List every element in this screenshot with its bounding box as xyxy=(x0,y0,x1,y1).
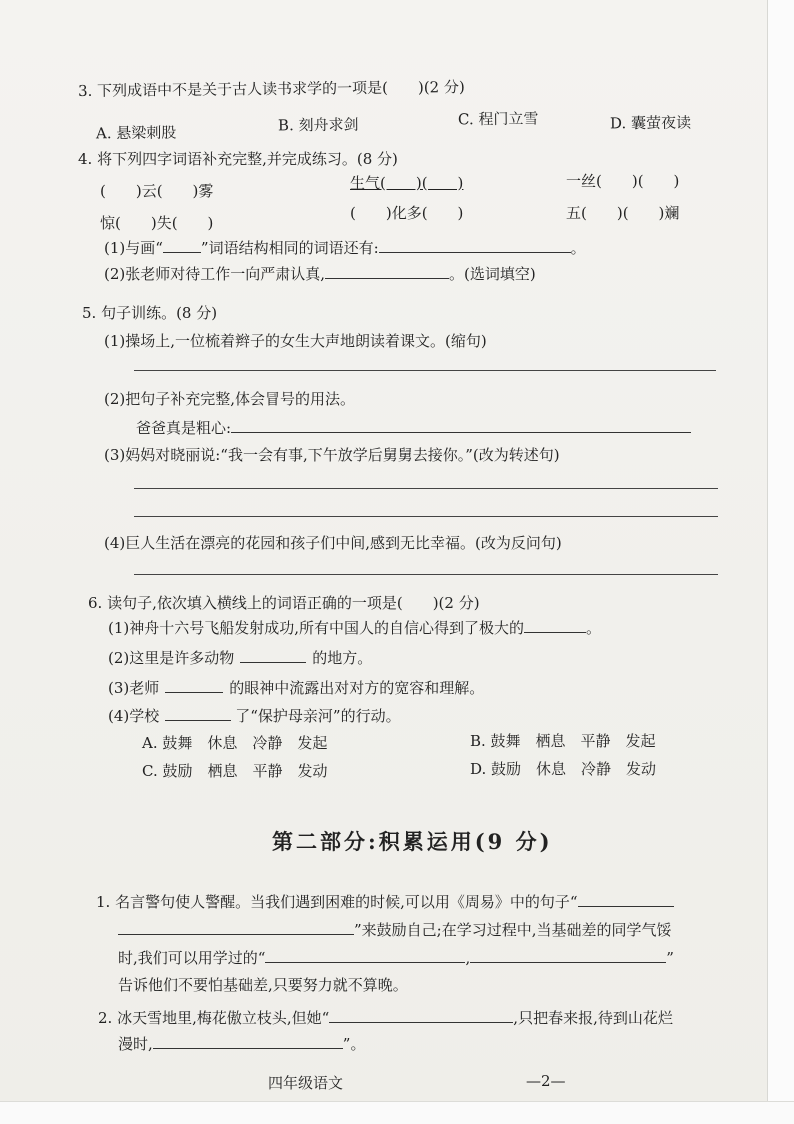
part2-q1-line-2 xyxy=(118,918,672,941)
q5-sub-1-answer-line[interactable] xyxy=(134,370,716,371)
q6-sub-4 xyxy=(108,704,401,727)
q4-sub-1-sample-blank[interactable] xyxy=(163,236,201,253)
part2-q1-line-1 xyxy=(96,890,674,913)
q5-sub-2-lead-text: 爸爸真是粗心: xyxy=(136,419,232,437)
q6-sub-2 xyxy=(108,646,372,669)
part2-q1-line-3-end: ” xyxy=(666,949,674,967)
part2-q1-blank-2a[interactable] xyxy=(265,946,465,963)
footer-grade: 四年级语文 xyxy=(268,1074,344,1092)
q5-sub-3-answer-line-1[interactable] xyxy=(134,488,718,489)
part2-q2-line-1 xyxy=(98,1006,673,1029)
q5-sub-3: (3)妈妈对晓丽说:“我一会有事,下午放学后舅舅去接你。”(改为转述句) xyxy=(104,446,560,464)
q4-word-3: 一丝( )( ) xyxy=(566,172,680,190)
q4-sub-2-blank[interactable] xyxy=(325,262,449,279)
q6-sub-1 xyxy=(108,616,601,639)
q6-option-b: B. 鼓舞 栖息 平静 发起 xyxy=(470,732,656,750)
q3-option-c: C. 程门立雪 xyxy=(457,109,539,129)
q5-sub-3-answer-line-2[interactable] xyxy=(134,516,718,517)
q6-sub-2-pre: (2)这里是许多动物 xyxy=(108,649,235,667)
q6-sub-3 xyxy=(108,676,484,699)
part2-q1-blank-1b[interactable] xyxy=(118,918,354,935)
q6-sub-3-pre: (3)老师 xyxy=(108,679,160,697)
page-edge-bottom xyxy=(0,1101,794,1124)
q5-sub-4-answer-line[interactable] xyxy=(134,574,718,575)
q3-option-d: D. 囊萤夜读 xyxy=(609,113,692,133)
q4-sub-2-pre: (2)张老师对待工作一向严肃认真, xyxy=(104,265,326,283)
q6-sub-4-pre: (4)学校 xyxy=(108,707,160,725)
q6-sub-1-pre: (1)神舟十六号飞船发射成功,所有中国人的自信心得到了极大的 xyxy=(108,619,525,637)
part2-q1-line-4: 告诉他们不要怕基础差,只要努力就不算晚。 xyxy=(118,976,408,994)
q4-stem: 4. 将下列四字词语补充完整,并完成练习。(8 分) xyxy=(78,150,398,168)
q5-sub-2-lead xyxy=(136,416,691,439)
part2-q2-line-1-pre: 2. 冰天雪地里,梅花傲立枝头,但她“ xyxy=(98,1009,330,1027)
q6-option-d: D. 鼓励 休息 冷静 发动 xyxy=(470,760,657,778)
part2-q1-blank-1a[interactable] xyxy=(578,890,674,907)
part2-title: 第二部分:积累运用(9 分) xyxy=(272,829,553,854)
part2-q1-line-3-mid: , xyxy=(465,949,471,967)
q4-sub-2 xyxy=(104,262,536,285)
q6-option-a: A. 鼓舞 休息 冷静 发起 xyxy=(142,734,328,752)
q6-sub-4-end: 了“保护母亲河”的行动。 xyxy=(235,707,401,725)
part2-q1-line-3-pre: 时,我们可以用学过的“ xyxy=(118,949,266,967)
q6-sub-2-blank[interactable] xyxy=(240,646,306,663)
q4-sub-1 xyxy=(104,236,586,259)
q6-stem: 6. 读句子,依次填入横线上的词语正确的一项是( )(2 分) xyxy=(88,594,480,612)
q6-option-c: C. 鼓励 栖息 平静 发动 xyxy=(142,762,328,780)
q3-option-b: B. 刻舟求剑 xyxy=(277,115,359,135)
part2-q2-line-2 xyxy=(118,1032,365,1055)
q4-word-6: 五( )( )斓 xyxy=(566,204,680,222)
part2-q1-line-3 xyxy=(118,946,674,969)
q4-word-1: ( )云( )雾 xyxy=(100,182,214,200)
footer-page-number: —2— xyxy=(526,1072,566,1090)
q3-option-a: A. 悬梁刺股 xyxy=(95,123,177,143)
page-edge-right xyxy=(767,0,794,1124)
q6-sub-2-end: 的地方。 xyxy=(312,649,373,667)
q5-stem: 5. 句子训练。(8 分) xyxy=(82,304,218,322)
q4-word-5: ( )化多( ) xyxy=(350,204,464,222)
part2-q2-blank-1[interactable] xyxy=(329,1006,513,1023)
q6-sub-4-blank[interactable] xyxy=(165,704,231,721)
part2-q1-line-1-text: 1. 名言警句使人警醒。当我们遇到困难的时候,可以用《周易》中的句子“ xyxy=(96,893,578,911)
q6-sub-3-blank[interactable] xyxy=(165,676,223,693)
part2-q2-line-2-end: ”。 xyxy=(342,1035,366,1053)
q5-sub-4: (4)巨人生活在漂亮的花园和孩子们中间,感到无比幸福。(改为反问句) xyxy=(104,534,562,552)
q4-sub-1-pre: (1)与画“ xyxy=(104,239,163,257)
part2-q2-line-1-end: ,只把春来报,待到山花烂 xyxy=(513,1009,673,1027)
part2-q1-blank-2b[interactable] xyxy=(470,946,666,963)
q6-sub-1-end: 。 xyxy=(586,619,602,637)
q6-sub-1-blank[interactable] xyxy=(524,616,586,633)
q4-sub-1-end: 。 xyxy=(570,239,586,257)
q4-sub-1-answer-blank[interactable] xyxy=(379,236,571,253)
q5-sub-2: (2)把句子补充完整,体会冒号的用法。 xyxy=(104,390,356,408)
q4-word-4: 惊( )失( ) xyxy=(100,214,214,232)
part2-q2-line-2-pre: 漫时, xyxy=(118,1035,153,1053)
q5-sub-2-blank[interactable] xyxy=(231,416,691,433)
q3-stem: 3. 下列成语中不是关于古人读书求学的一项是( )(2 分) xyxy=(77,77,465,101)
part2-q2-blank-2[interactable] xyxy=(153,1032,343,1049)
q6-sub-3-end: 的眼神中流露出对对方的宽容和理解。 xyxy=(229,679,485,697)
q4-word-2: 生气( )( ) xyxy=(350,174,464,192)
q4-sub-2-end: 。(选词填空) xyxy=(449,265,536,283)
q4-sub-1-mid: ”词语结构相同的词语还有: xyxy=(200,239,379,257)
part2-q1-line-2-text: ”来鼓励自己;在学习过程中,当基础差的同学气馁 xyxy=(354,921,672,939)
q5-sub-1: (1)操场上,一位梳着辫子的女生大声地朗读着课文。(缩句) xyxy=(104,332,487,350)
